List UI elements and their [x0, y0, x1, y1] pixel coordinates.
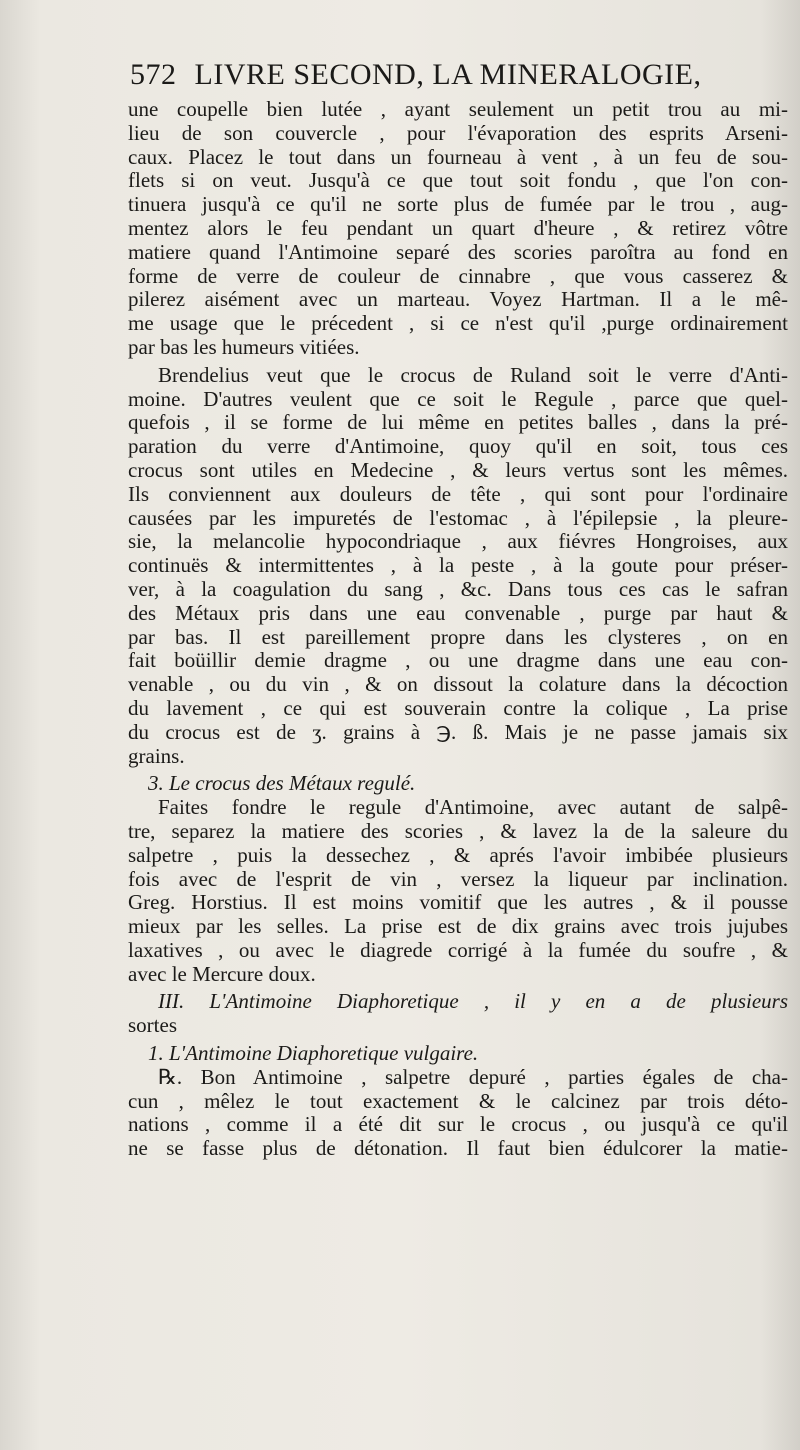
text-line: forme de verre de couleur de cinnabre , que vous casserez & [128, 263, 788, 288]
text-line: venable , ou du vin , & on dissout la colature dans la décoction [128, 672, 788, 697]
text-line: fait boüillir demie dragme , ou une dragme dans une eau con- [128, 648, 788, 673]
text-line: moine. D'autres veulent que ce soit le Regule , parce que quel- [128, 386, 788, 411]
text-line: lieu de son couvercle , pour l'évaporation des esprits Arseni- [128, 120, 788, 145]
text-line: des Métaux pris dans une eau convenable , purge par haut & [128, 600, 788, 625]
text-line: caux. Placez le tout dans un fourneau à vent , à un feu de sou- [128, 144, 788, 169]
text-line: Brendelius veut que le crocus de Ruland soit le verre d'Anti- [158, 362, 788, 387]
text-line: flets si on veut. Jusqu'à ce que tout soit fondu , que l'on con- [128, 168, 788, 193]
text-line: matiere quand l'Antimoine separé des scories paroîtra au fond en [128, 239, 788, 264]
text-line: du lavement , ce qui est souverain contre la colique , La prise [128, 695, 788, 720]
text-line: une coupelle bien lutée , ayant seulement un petit trou au mi- [128, 97, 788, 121]
text-line: sortes [128, 1013, 177, 1038]
text-line: continuës & intermittentes , à la peste , à la goute pour préser- [128, 553, 788, 578]
text-line: III. L'Antimoine Diaphoretique , il y en a de plusieurs [158, 989, 788, 1014]
text-line: crocus sont utiles en Medecine , & leurs vertus sont les mêmes. [128, 457, 788, 482]
text-line: paration du verre d'Antimoine, quoy qu'il en soit, tous ces [128, 434, 788, 459]
text-line: du crocus est de ʒ. grains à ℈. ß. Mais je ne passe jamais six [128, 719, 788, 744]
text-line: Greg. Horstius. Il est moins vomitif que les autres , & il pousse [128, 890, 788, 915]
text-line: mentez alors le feu pendant un quart d'heure , & retirez vôtre [128, 215, 788, 240]
text-line: Faites fondre le regule d'Antimoine, avec autant de salpê- [158, 795, 788, 820]
text-line: ver, à la coagulation du sang , &c. Dans tous ces cas le safran [128, 576, 788, 601]
running-title: LIVRE SECOND, LA MINERALOGIE, [194, 58, 702, 91]
text-line: quefois , il se forme de lui même en petites balles , dans la pré- [128, 410, 788, 435]
text-line: nations , comme il a été dit sur le crocus , ou jusqu'à ce qu'il [128, 1112, 788, 1137]
text-line: 3. Le crocus des Métaux regulé. [148, 771, 416, 796]
text-line: laxatives , ou avec le diagrede corrigé à la fumée du soufre , & [128, 937, 788, 962]
text-line: 1. L'Antimoine Diaphoretique vulgaire. [148, 1041, 479, 1066]
text-line: grains. [128, 743, 185, 768]
text-line: salpetre , puis la dessechez , & aprés l'avoir imbibée plusieurs [128, 842, 788, 867]
text-line: fois avec de l'esprit de vin , versez la liqueur par inclination. [128, 866, 788, 891]
text-line: ne se fasse plus de détonation. Il faut bien édulcorer la matie- [128, 1136, 788, 1161]
text-line: tinuera jusqu'à ce qu'il ne sorte plus de fumée par le trou , aug- [128, 192, 788, 217]
text-line: mieux par les selles. La prise est de dix grains avec trois jujubes [128, 914, 788, 939]
text-line: sie, la melancolie hypocondriaque , aux fiévres Hongroises, aux [128, 529, 788, 554]
text-line: avec le Mercure doux. [128, 961, 316, 986]
text-line: par bas. Il est pareillement propre dans les clysteres , on en [128, 624, 788, 649]
text-line: tre, separez la matiere des scories , & lavez la de la saleure du [128, 818, 788, 843]
body-text [128, 98, 788, 1161]
text-line: cun , mêlez le tout exactement & le calcinez par trois déto- [128, 1088, 788, 1113]
text-line: ℞. Bon Antimoine , salpetre depuré , parties égales de cha- [158, 1064, 788, 1089]
text-line: causées par les impuretés de l'estomac , à l'épilepsie , la pleure- [128, 505, 788, 530]
text-line: Ils conviennent aux douleurs de tête , qui sont pour l'ordinaire [128, 481, 788, 506]
text-line: par bas les humeurs vitiées. [128, 334, 360, 359]
running-header [130, 58, 770, 92]
text-line: me usage que le précedent , si ce n'est qu'il ,purge ordinairement [128, 311, 788, 336]
text-line: pilerez aisément avec un marteau. Voyez Hartman. Il a le mê- [128, 287, 788, 312]
page-number: 572 [130, 58, 177, 91]
